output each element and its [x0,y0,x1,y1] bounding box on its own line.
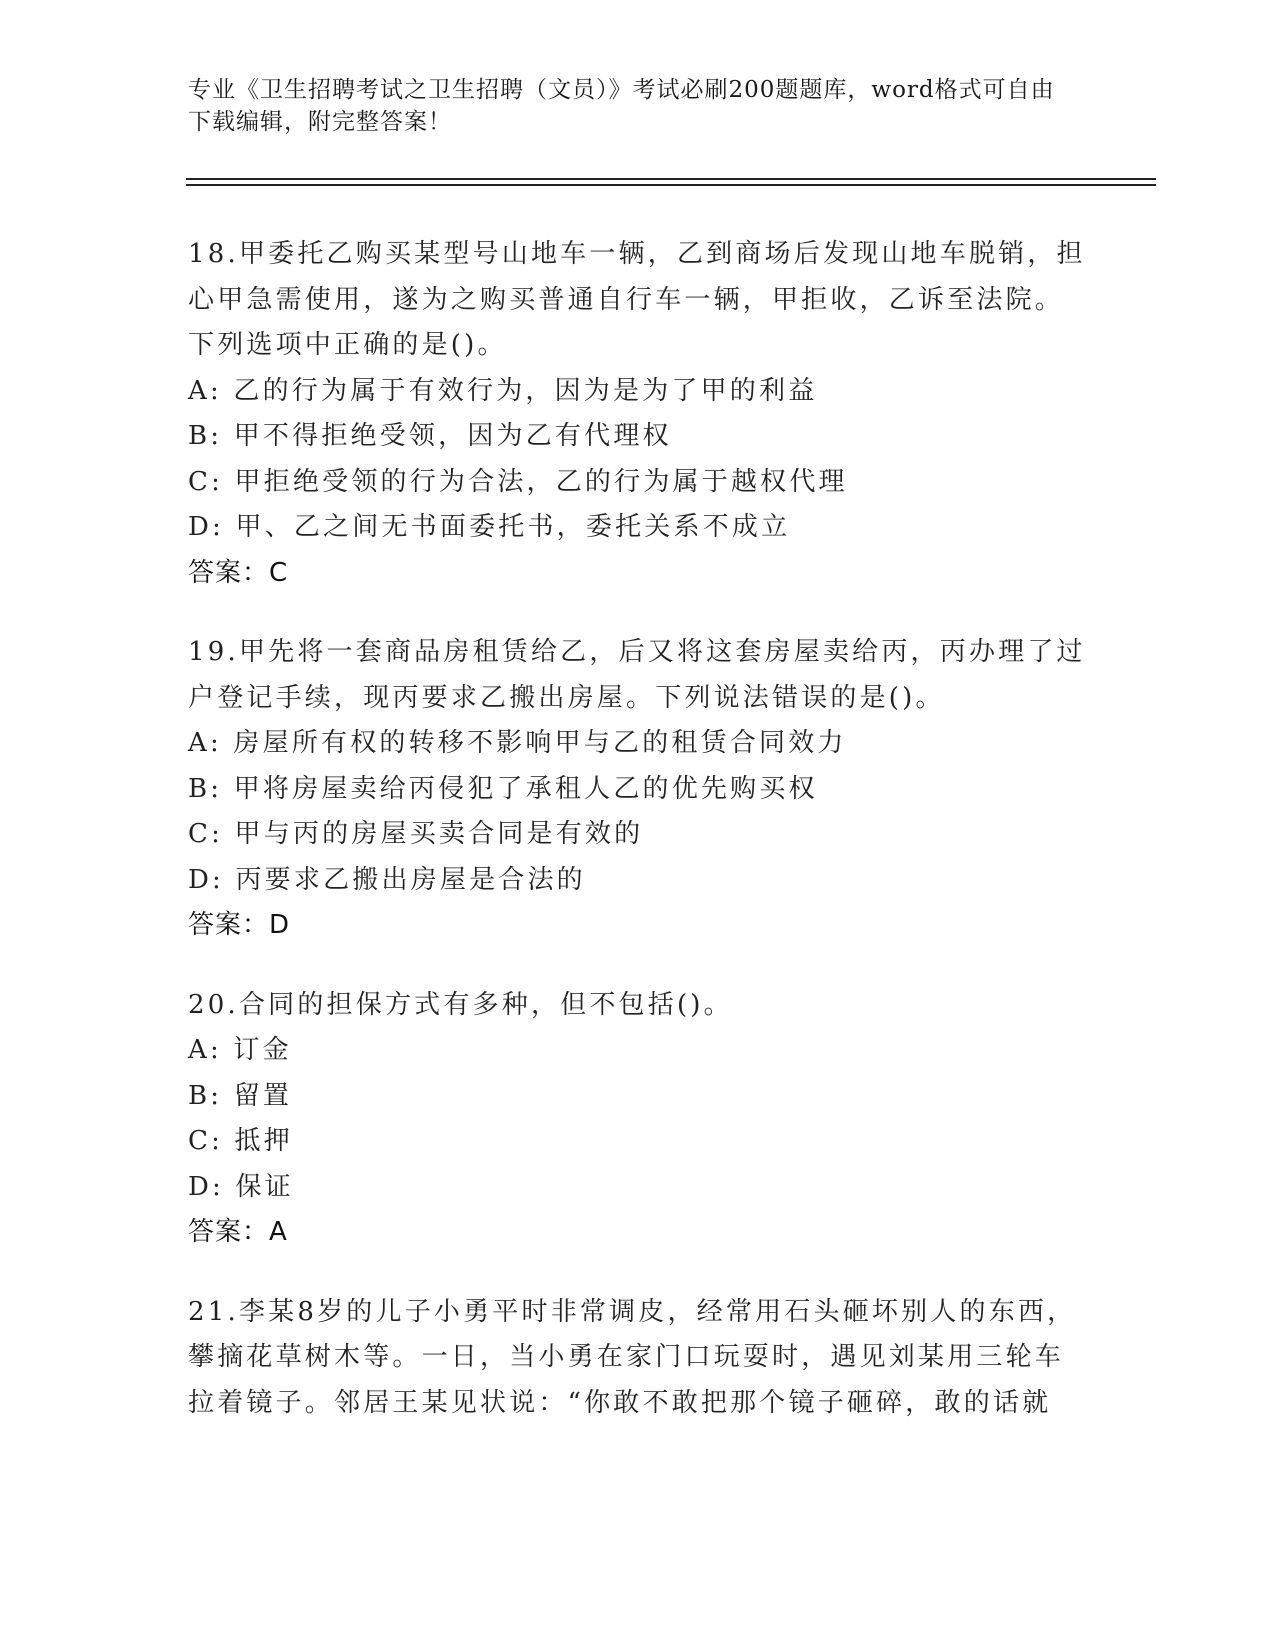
option-a: A: 乙的行为属于有效行为，因为是为了甲的利益 [188,375,818,406]
question-stem: 20.合同的担保方式有多种，但不包括()。 [188,989,733,1020]
answer: 答案：C [188,557,289,588]
question-19 [188,630,1088,949]
answer: 答案：A [188,1217,288,1247]
document-header: 专业《卫生招聘考试之卫生招聘（文员）》考试必刷200题题库，word格式可自由下载编辑，附完整答案！ [188,77,1055,135]
option-a: A: 订金 [188,1035,292,1065]
question-list [188,232,1088,1460]
question-stem: 21.李某8岁的儿子小勇平时非常调皮，经常用石头砸坏别人的东西，攀摘花草树木等。一日，当小勇在家门口玩耍时，遇见刘某用三轮车拉着镜子。邻居王某见状说：“你敢不敢把那个镜子砸碎，敢的话就 [188,1296,1077,1418]
option-d: D: 保证 [188,1171,294,1202]
question-21 [188,1290,1088,1427]
header-rule-bottom [186,184,1156,186]
option-b: B: 留置 [188,1080,293,1111]
option-d: D: 丙要求乙搬出房屋是合法的 [188,864,586,895]
option-c: C: 抵押 [188,1126,293,1156]
question-20 [188,983,1088,1256]
question-18 [188,232,1088,596]
answer: 答案：D [188,910,291,940]
option-a: A: 房屋所有权的转移不影响甲与乙的租赁合同效力 [188,728,847,758]
option-d: D: 甲、乙之间无书面委托书，委托关系不成立 [188,512,791,542]
option-b: B: 甲不得拒绝受领，因为乙有代理权 [188,421,672,451]
header-rule-top [186,178,1156,180]
question-stem: 18.甲委托乙购买某型号山地车一辆，乙到商场后发现山地车脱销，担心甲急需使用，遂为之购买普通自行车一辆，甲拒收，乙诉至法院。下列选项中正确的是()。 [188,239,1086,360]
option-b: B: 甲将房屋卖给丙侵犯了承租人乙的优先购买权 [188,773,818,804]
option-c: C: 甲拒绝受领的行为合法，乙的行为属于越权代理 [188,466,848,497]
question-stem: 19.甲先将一套商品房租赁给乙，后又将这套房屋卖给丙，丙办理了过户登记手续，现丙要求乙搬出房屋。下列说法错误的是()。 [188,637,1086,713]
option-c: C: 甲与丙的房屋买卖合同是有效的 [188,819,644,849]
